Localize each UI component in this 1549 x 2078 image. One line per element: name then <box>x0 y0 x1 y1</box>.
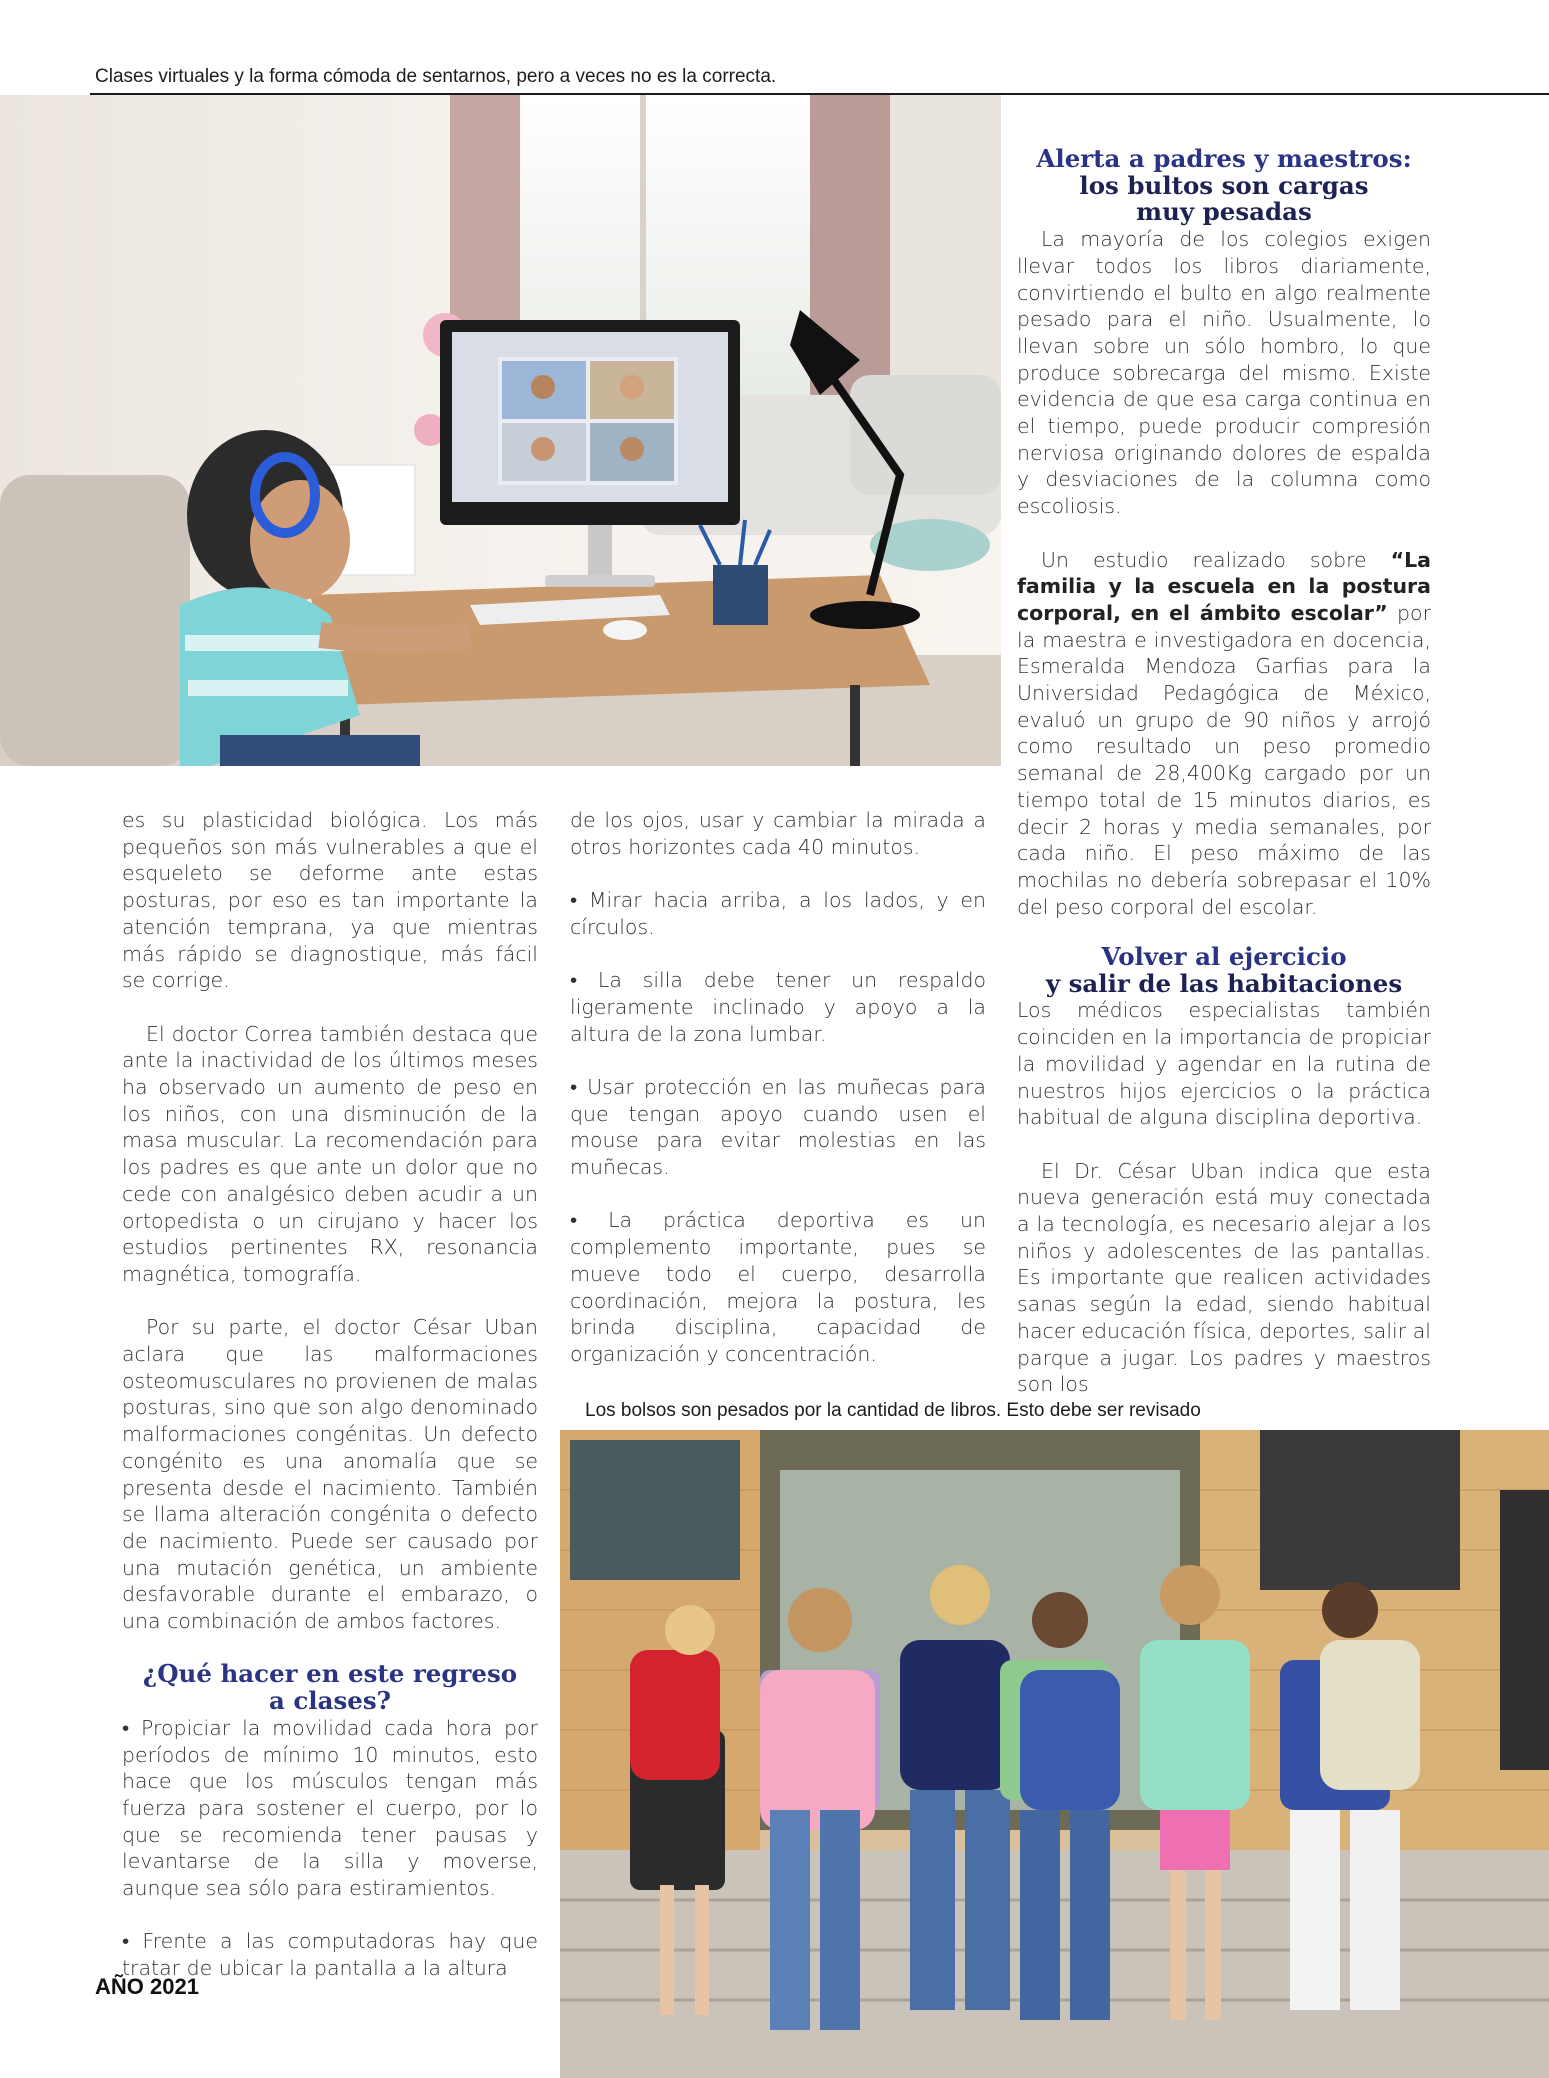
section-heading-exercise <box>1017 944 1431 997</box>
bullet-item: • Usar protección en las muñecas para que tengan apoyo cuando usen el mouse para evitar molestias en las muñecas. <box>570 1074 986 1180</box>
paragraph: La mayoría de los colegios exigen llevar todos los libros diariamente, convirtiendo el bulto en algo realmente pesado para el niño. Usualmente, lo llevan sobre un sólo hombro, lo que produce sobrecarga del mismo. Existe evidencia de que esa carga continua en el tiempo, puede producir compresión nerviosa originando dolores de espalda y desviaciones de la columna como escoliosis. <box>1017 227 1431 519</box>
paragraph: Por su parte, el doctor César Uban aclara que las malformaciones osteomusculares no provienen de malas posturas, sino que son algo denominado malformaciones congénitas. Un defecto congénito es una anomalía que se presenta desde el nacimiento. También se llama alteración congénita o defecto de nacimiento. Puede ser causado por una mutación genética, un ambiente desfavorable durante el embarazo, o una combinación de ambos factores. <box>122 1315 538 1634</box>
virtual-class-photo <box>0 95 1001 766</box>
paragraph: El Dr. César Uban indica que esta nueva generación está muy conectada a la tecnología, es necesario alejar a los niños y adolescentes de las pantallas. Es importante que realicen actividades sanas según la edad, siendo habitual hacer educación física, deportes, salir al parque a jugar. Los padres y maestros son los <box>1017 1158 1431 1397</box>
section-heading-back-to-class <box>122 1661 538 1714</box>
left-column <box>122 807 538 2009</box>
heading-line: los bultos son cargas <box>1079 170 1369 200</box>
study-title: “La familia y la escuela en la postura corporal, en el ámbito escolar” <box>1017 547 1431 625</box>
section-heading-backpacks <box>1017 146 1431 226</box>
text-run: Un estudio realizado sobre <box>1041 547 1391 572</box>
footer-year: AÑO 2021 <box>95 1974 199 1999</box>
top-photo-caption: Clases virtuales y la forma cómoda de sentarnos, pero a veces no es la correcta. <box>95 66 777 87</box>
heading-line: Volver al ejercicio <box>1101 942 1347 971</box>
heading-line: y salir de las habitaciones <box>1045 968 1403 998</box>
bullet-item: • Frente a las computadoras hay que tratar de ubicar la pantalla a la altura <box>122 1929 538 1981</box>
bullet-item: • Mirar hacia arriba, a los lados, y en círculos. <box>570 888 986 939</box>
middle-column <box>570 807 986 1394</box>
heading-line: Alerta a padres y maestros: <box>1036 144 1412 173</box>
paragraph: El doctor Correa también destaca que ante la inactividad de los últimos meses ha observado un aumento de peso en los niños, con una disminución de la masa muscular. La recomendación para los padres es que ante un dolor que no cede con analgésico deben acudir a un ortopedista o un cirujano y hacer los estudios pertinentes RX, resonancia magnética, tomografía. <box>122 1021 538 1286</box>
paragraph <box>1017 547 1431 921</box>
bullet-item: • La silla debe tener un respaldo ligeramente inclinado y apoyo a la altura de la zona lumbar. <box>570 968 986 1046</box>
paragraph: Los médicos especialistas también coinciden en la importancia de propiciar la movilidad y agendar en la rutina de nuestros hijos ejercicios o la práctica habitual de alguna disciplina deportiva. <box>1017 998 1431 1130</box>
right-column-lower <box>1017 944 1431 1425</box>
heading-line: muy pesadas <box>1136 197 1312 227</box>
heading-line: a clases? <box>268 1686 392 1716</box>
bottom-photo-caption: Los bolsos son pesados por la cantidad de libros. Esto debe ser revisado <box>585 1400 1201 1421</box>
paragraph: de los ojos, usar y cambiar la mirada a otros horizontes cada 40 minutos. <box>570 808 986 859</box>
text-run: por la maestra e investigadora en docencia, Esmeralda Mendoza Garfias para la Universidad Pedagógica de México, evaluó un grupo de 90 niños y arrojó como resultado un peso promedio semanal de 28,400Kg cargado por un tiempo total de 15 minutos diarios, es decir 2 horas y media semanales, por cada niño. El peso máximo de las mochilas no debería sobrepasar el 10% del peso corporal del escolar. <box>1017 600 1432 919</box>
kids-backpacks-photo <box>560 1430 1549 2078</box>
bullet-item: • Propiciar la movilidad cada hora por períodos de mínimo 10 minutos, esto hace que los músculos tengan más fuerza para sostener el cuerpo, por lo que se recomienda tener pausas y levantarse de la silla y moverse, aunque sea sólo para estiramientos. <box>122 1715 538 1901</box>
right-column <box>1017 146 1431 947</box>
paragraph: es su plasticidad biológica. Los más pequeños son más vulnerables a que el esqueleto se deforme ante estas posturas, por eso es tan importante la atención temprana, ya que mientras más rápido se diagnostique, más fácil se corrige. <box>122 808 538 993</box>
heading-line: ¿Qué hacer en este regreso <box>142 1659 518 1689</box>
bullet-item: • La práctica deportiva es un complemento importante, pues se mueve todo el cuerpo, desarrolla coordinación, mejora la postura, les brinda disciplina, capacidad de organización y concentración. <box>570 1208 986 1366</box>
